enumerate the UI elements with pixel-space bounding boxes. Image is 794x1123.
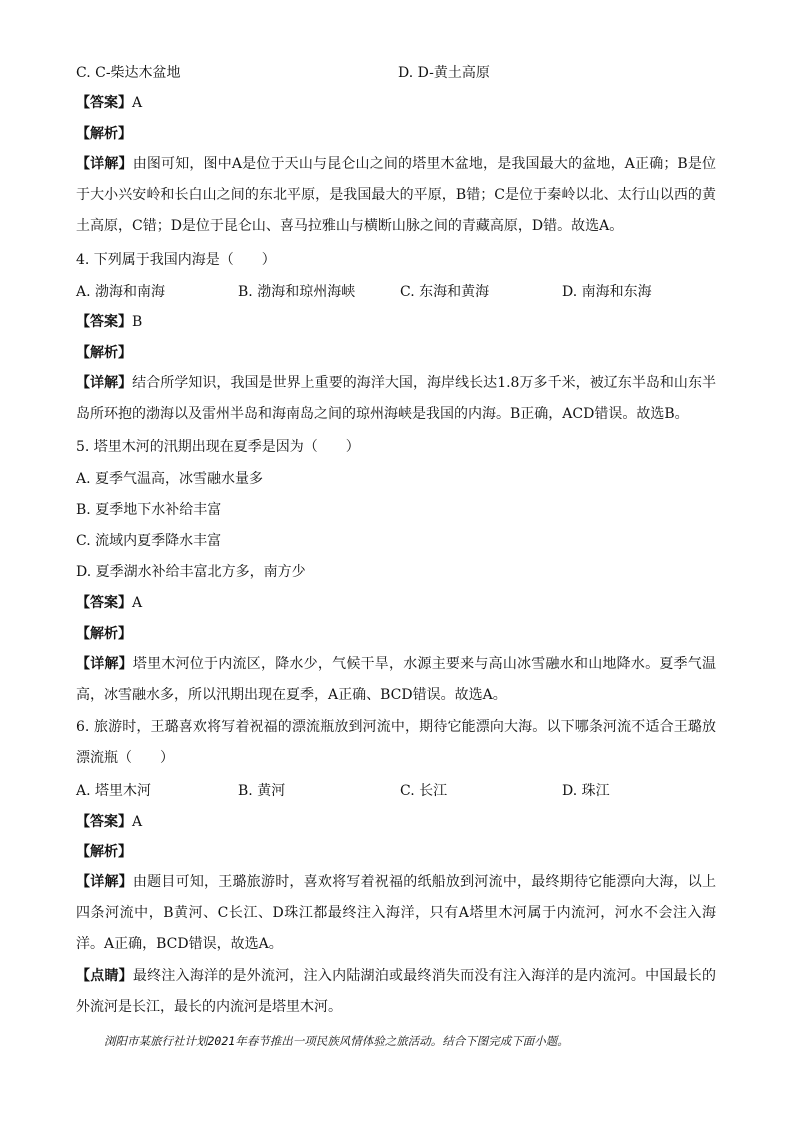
q6-analysis-label: 【解析】 [76, 844, 132, 860]
q4-option-a: A. 渤海和南海 [76, 284, 166, 300]
q4-option-b: B. 渤海和琼州海峡 [238, 284, 356, 300]
q4-option-c: C. 东海和黄海 [400, 284, 490, 300]
q5-option-a: A. 夏季气温高，冰雪融水量多 [76, 471, 264, 487]
q6-answer: 【答案】A [76, 814, 143, 830]
q6-option-d: D. 珠江 [562, 783, 610, 799]
q5-stem: 5. 塔里木河的汛期出现在夏季是因为（ ） [76, 439, 360, 455]
detail-text: 由图可知，图中A是位于天山与昆仑山之间的塔里木盆地，是我国最大的盆地，A正确；B是位于大小兴安岭和长白山之间的东北平原，是我国最大的平原，B错；C是位于秦岭以北、太行山以西的黄土高原，C错；D是位于昆仑山、喜马拉雅山与横断山脉之间的青藏高原，D错。故选A。 [76, 156, 716, 234]
q5-answer: 【答案】A [76, 595, 143, 611]
q3-analysis-label: 【解析】 [76, 126, 132, 142]
answer-label: 【答案】 [76, 95, 132, 111]
q6-detail: 【详解】由题目可知，王璐旅游时，喜欢将写着祝福的纸船放到河流中，最终期待它能漂向大海，以上四条河流中，B黄河、C长江、D珠江都最终注入海洋，只有A塔里木河属于内流河，河水不会注入海洋。A正确，BCD错误，故选A。 [76, 874, 717, 952]
q4-detail: 【详解】结合所学知识，我国是世界上重要的海洋大国，海岸线长达1.8万多千米，被辽东半岛和山东半岛所环抱的渤海以及雷州半岛和海南岛之间的琼州海峡是我国的内海。B正确，ACD错误。故选B。 [76, 375, 717, 422]
q6-option-a: A. 塔里木河 [76, 783, 152, 799]
q4-analysis-label: 【解析】 [76, 345, 132, 361]
q5-detail: 【详解】塔里木河位于内流区，降水少，气候干旱，水源主要来与高山冰雪融水和山地降水。夏季气温高，冰雪融水多，所以汛期出现在夏季，A正确、BCD错误。故选A。 [76, 656, 717, 703]
q5-option-d: D. 夏季湖水补给丰富北方多，南方少 [76, 564, 306, 580]
q5-option-c: C. 流域内夏季降水丰富 [76, 533, 222, 549]
q6-option-b: B. 黄河 [238, 783, 286, 799]
q4-option-d: D. 南海和东海 [562, 284, 652, 300]
next-section-intro: 浏阳市某旅行社计划2021年春节推出一项民族风情体验之旅活动。结合下图完成下面小题。 [104, 1034, 569, 1048]
q6-option-c: C. 长江 [400, 783, 448, 799]
point-label: 【点睛】 [76, 968, 133, 984]
q4-stem: 4. 下列属于我国内海是（ ） [76, 252, 276, 268]
q3-option-d: D. D-黄土高原 [398, 65, 490, 81]
detail-label: 【详解】 [76, 156, 133, 172]
q3-detail [76, 149, 716, 242]
q6-stem: 6. 旅游时，王璐喜欢将写着祝福的漂流瓶放到河流中，期待它能漂向大海。以下哪条河流不适合王璐放漂流瓶（ ） [76, 719, 716, 766]
answer-value: A [132, 95, 143, 111]
q4-answer: 【答案】B [76, 314, 143, 330]
q3-option-c: C. C-柴达木盆地 [76, 65, 181, 81]
q6-point [76, 961, 716, 1023]
q5-analysis-label: 【解析】 [76, 626, 132, 642]
q3-answer [76, 94, 142, 112]
q5-option-b: B. 夏季地下水补给丰富 [76, 502, 222, 518]
point-text: 最终注入海洋的是外流河，注入内陆湖泊或最终消失而没有注入海洋的是内流河。中国最长的外流河是长江，最长的内流河是塔里木河。 [76, 968, 717, 1015]
